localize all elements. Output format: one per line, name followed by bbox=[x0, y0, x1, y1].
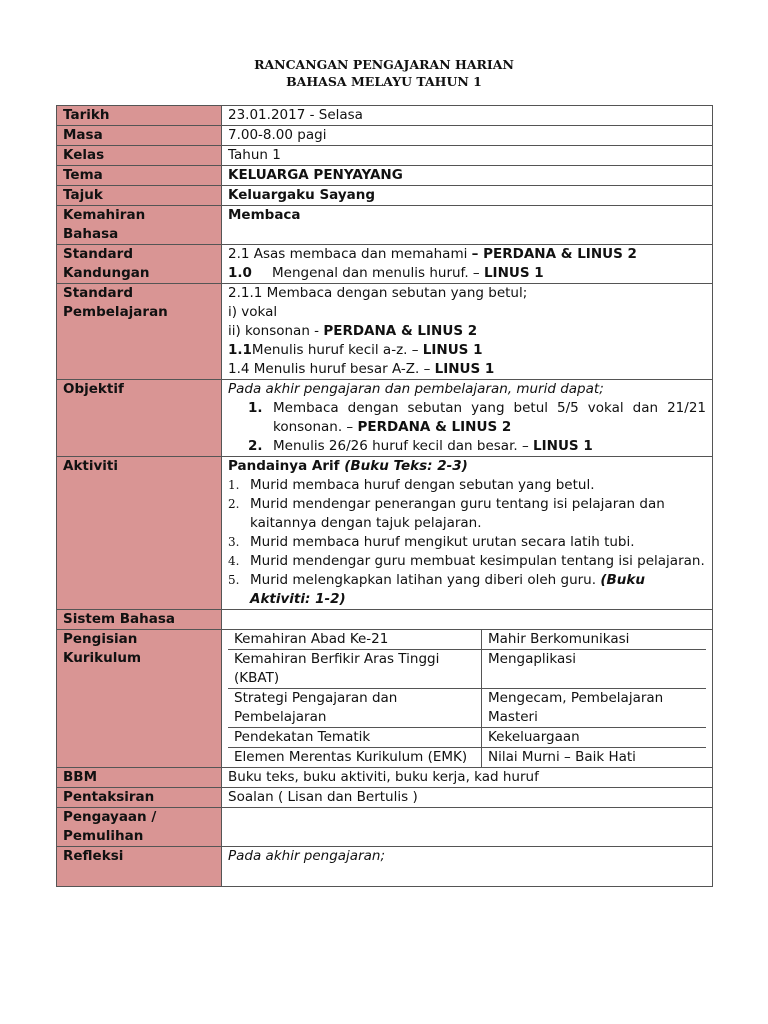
aktiviti-reference: (Buku Teks: 2-3) bbox=[344, 458, 468, 474]
row-kelas bbox=[57, 146, 713, 166]
sp-line-2: i) vokal bbox=[228, 304, 278, 320]
table-row bbox=[228, 728, 706, 748]
lesson-plan-table bbox=[56, 105, 713, 887]
sp-line-3 bbox=[228, 322, 706, 341]
item-number: 2. bbox=[248, 438, 263, 454]
label-kemahiran-bahasa bbox=[57, 206, 222, 245]
label-line: Standard bbox=[63, 285, 133, 301]
kurikulum-key: Kemahiran Abad Ke-21 bbox=[228, 630, 482, 650]
kurikulum-value: Kekeluargaan bbox=[482, 728, 707, 748]
label-line: Pemulihan bbox=[63, 828, 144, 844]
kurikulum-table bbox=[228, 630, 706, 767]
document-subtitle: BAHASA MELAYU TAHUN 1 bbox=[286, 74, 482, 89]
value-kelas: Tahun 1 bbox=[222, 146, 713, 166]
label-tarikh: Tarikh bbox=[57, 106, 222, 126]
label-tema: Tema bbox=[57, 166, 222, 186]
value-standard-pembelajaran bbox=[222, 284, 713, 380]
sp-text: 1.4 Menulis huruf besar A-Z. – bbox=[228, 361, 435, 377]
sk-tag: – PERDANA & LINUS 2 bbox=[471, 246, 637, 262]
label-line: Pengayaan / bbox=[63, 809, 157, 825]
value-pengayaan-pemulihan bbox=[222, 808, 713, 847]
item-tag: LINUS 1 bbox=[533, 438, 593, 454]
value-aktiviti bbox=[222, 457, 713, 610]
item-tag: PERDANA & LINUS 2 bbox=[357, 419, 512, 435]
table-row bbox=[228, 650, 706, 689]
kurikulum-key: Elemen Merentas Kurikulum (EMK) bbox=[228, 748, 482, 768]
value-bbm: Buku teks, buku aktiviti, buku kerja, kad huruf bbox=[222, 768, 713, 788]
row-standard-pembelajaran bbox=[57, 284, 713, 380]
label-sistem-bahasa: Sistem Bahasa bbox=[57, 610, 222, 630]
sp-tag: LINUS 1 bbox=[422, 342, 483, 358]
list-item bbox=[228, 495, 706, 533]
sp-text: Menulis huruf kecil a-z. – bbox=[251, 342, 423, 358]
kurikulum-key: Strategi Pengajaran dan Pembelajaran bbox=[228, 689, 482, 728]
item-number: 1. bbox=[248, 400, 263, 416]
row-pengisian-kurikulum bbox=[57, 630, 713, 768]
objektif-intro: Pada akhir pengajaran dan pembelajaran, murid dapat; bbox=[228, 381, 604, 397]
objektif-list bbox=[228, 399, 706, 456]
row-pentaksiran bbox=[57, 788, 713, 808]
aktiviti-list bbox=[228, 476, 706, 609]
row-refleksi bbox=[57, 847, 713, 887]
item-number: 3. bbox=[228, 535, 240, 549]
kurikulum-value: Nilai Murni – Baik Hati bbox=[482, 748, 707, 768]
sp-line-5 bbox=[228, 360, 706, 379]
table-row bbox=[228, 748, 706, 768]
row-sistem-bahasa bbox=[57, 610, 713, 630]
value-pengisian-kurikulum bbox=[222, 630, 713, 768]
item-text: Murid mendengar guru membuat kesimpulan tentang isi pelajaran. bbox=[250, 553, 705, 569]
item-number: 4. bbox=[228, 554, 240, 568]
label-pentaksiran: Pentaksiran bbox=[57, 788, 222, 808]
label-standard-pembelajaran bbox=[57, 284, 222, 380]
value-objektif bbox=[222, 380, 713, 457]
value-tajuk: Keluargaku Sayang bbox=[222, 186, 713, 206]
item-text: Murid membaca huruf dengan sebutan yang betul. bbox=[250, 477, 595, 493]
value-sistem-bahasa bbox=[222, 610, 713, 630]
sp-tag: PERDANA & LINUS 2 bbox=[323, 323, 478, 339]
row-kemahiran-bahasa bbox=[57, 206, 713, 245]
label-line: Pengisian bbox=[63, 631, 138, 647]
value-tarikh: 23.01.2017 - Selasa bbox=[222, 106, 713, 126]
sk-line-2 bbox=[228, 264, 706, 283]
label-masa: Masa bbox=[57, 126, 222, 146]
sp-text: ii) konsonan - bbox=[228, 323, 324, 339]
label-objektif: Objektif bbox=[57, 380, 222, 457]
sp-line-1: 2.1.1 Membaca dengan sebutan yang betul; bbox=[228, 285, 528, 301]
value-pentaksiran: Soalan ( Lisan dan Bertulis ) bbox=[222, 788, 713, 808]
kurikulum-key: Pendekatan Tematik bbox=[228, 728, 482, 748]
item-text: Murid mendengar penerangan guru tentang isi pelajaran dan kaitannya dengan tajuk pelajaran. bbox=[250, 496, 665, 531]
label-line: Kurikulum bbox=[63, 650, 142, 666]
kurikulum-value: Mengecam, Pembelajaran Masteri bbox=[482, 689, 707, 728]
item-reference: (Buku Aktiviti: 1-2) bbox=[250, 572, 645, 607]
value-masa: 7.00-8.00 pagi bbox=[222, 126, 713, 146]
item-number: 2. bbox=[228, 497, 240, 511]
item-text: Membaca dengan sebutan yang betul 5/5 vokal dan 21/21 konsonan. – bbox=[273, 400, 706, 435]
sp-tag: LINUS 1 bbox=[434, 361, 495, 377]
sp-number: 1.1 bbox=[228, 342, 252, 358]
table-row bbox=[228, 630, 706, 650]
label-pengayaan-pemulihan bbox=[57, 808, 222, 847]
label-bbm: BBM bbox=[57, 768, 222, 788]
label-standard-kandungan bbox=[57, 245, 222, 284]
label-aktiviti: Aktiviti bbox=[57, 457, 222, 610]
label-refleksi: Refleksi bbox=[57, 847, 222, 887]
label-line: Kandungan bbox=[63, 265, 150, 281]
sk-line-1 bbox=[228, 245, 706, 264]
kurikulum-value: Mahir Berkomunikasi bbox=[482, 630, 707, 650]
kurikulum-value: Mengaplikasi bbox=[482, 650, 707, 689]
label-pengisian-kurikulum bbox=[57, 630, 222, 768]
value-kemahiran-bahasa: Membaca bbox=[222, 206, 713, 245]
sk-text: 2.1 Asas membaca dan memahami bbox=[228, 246, 472, 262]
list-item bbox=[228, 552, 706, 571]
item-text: Menulis 26/26 huruf kecil dan besar. – bbox=[273, 438, 534, 454]
item-number: 5. bbox=[228, 573, 240, 587]
label-line: Standard bbox=[63, 246, 133, 262]
row-pengayaan-pemulihan bbox=[57, 808, 713, 847]
table-row bbox=[228, 689, 706, 728]
list-item bbox=[228, 533, 706, 552]
label-line: Bahasa bbox=[63, 226, 119, 242]
aktiviti-title: Pandainya Arif bbox=[228, 458, 345, 474]
row-tarikh bbox=[57, 106, 713, 126]
document-title: RANCANGAN PENGAJARAN HARIAN bbox=[254, 57, 514, 72]
row-tajuk bbox=[57, 186, 713, 206]
sk-number: 1.0 bbox=[228, 265, 252, 281]
list-item bbox=[228, 437, 706, 456]
sk-tag: LINUS 1 bbox=[483, 265, 544, 281]
label-line: Kemahiran bbox=[63, 207, 146, 223]
label-kelas: Kelas bbox=[57, 146, 222, 166]
item-text: Murid membaca huruf mengikut urutan secara latih tubi. bbox=[250, 534, 635, 550]
list-item bbox=[228, 476, 706, 495]
row-bbm bbox=[57, 768, 713, 788]
list-item bbox=[228, 571, 706, 609]
sk-text: Mengenal dan menulis huruf. – bbox=[272, 265, 484, 281]
kurikulum-key: Kemahiran Berfikir Aras Tinggi (KBAT) bbox=[228, 650, 482, 689]
list-item bbox=[228, 399, 706, 437]
value-refleksi: Pada akhir pengajaran; bbox=[222, 847, 713, 887]
row-aktiviti bbox=[57, 457, 713, 610]
row-objektif bbox=[57, 380, 713, 457]
item-text: Murid melengkapkan latihan yang diberi oleh guru. bbox=[250, 572, 601, 588]
row-masa bbox=[57, 126, 713, 146]
label-tajuk: Tajuk bbox=[57, 186, 222, 206]
item-number: 1. bbox=[228, 478, 240, 492]
row-standard-kandungan bbox=[57, 245, 713, 284]
label-line: Pembelajaran bbox=[63, 304, 168, 320]
sp-line-4 bbox=[228, 341, 706, 360]
value-tema: KELUARGA PENYAYANG bbox=[222, 166, 713, 186]
value-standard-kandungan bbox=[222, 245, 713, 284]
row-tema bbox=[57, 166, 713, 186]
aktiviti-heading bbox=[228, 457, 706, 476]
